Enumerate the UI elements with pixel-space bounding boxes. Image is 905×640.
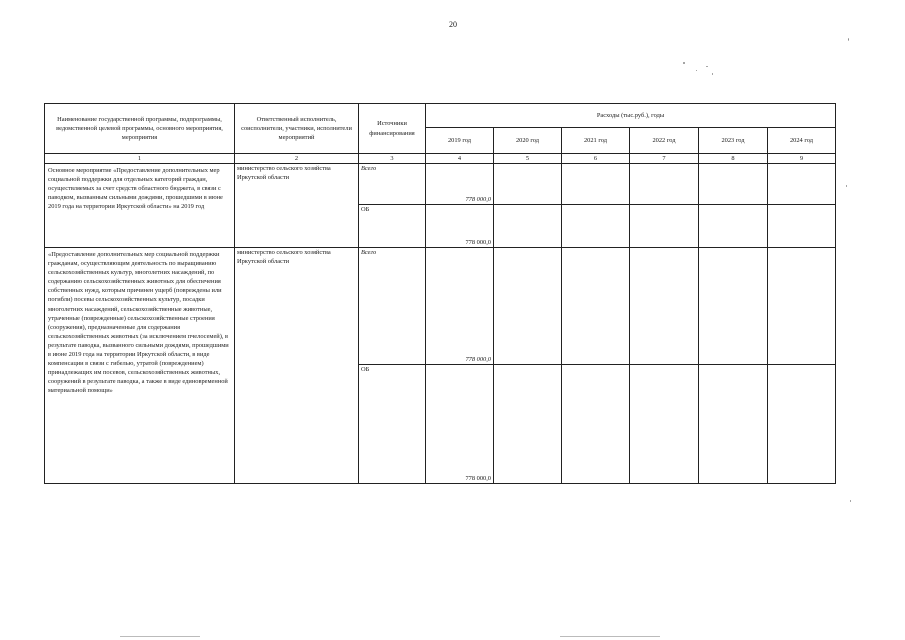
- measure-responsible: министерство сельского хозяйства Иркутской области: [235, 164, 359, 248]
- amount-2021: [562, 164, 630, 205]
- scan-speck: [712, 73, 713, 75]
- amount-2023: [699, 164, 768, 205]
- measure-responsible: министерство сельского хозяйства Иркутской области: [235, 248, 359, 484]
- column-number: 2: [235, 154, 359, 164]
- header-year-2020: 2020 год: [494, 128, 562, 154]
- column-number: 5: [494, 154, 562, 164]
- amount-2024: [768, 365, 836, 484]
- amount-2021: [562, 205, 630, 248]
- amount-2022: [630, 205, 699, 248]
- source-label: Всего: [359, 248, 426, 365]
- scan-speck: [696, 70, 697, 71]
- amount-2023: [699, 365, 768, 484]
- header-sources: Источники финансирования: [359, 104, 426, 154]
- amount-2020: [494, 164, 562, 205]
- amount-2024: [768, 164, 836, 205]
- column-number: 7: [630, 154, 699, 164]
- column-numbers-row: [45, 154, 836, 164]
- header-year-2023: 2023 год: [699, 128, 768, 154]
- source-label: ОБ: [359, 365, 426, 484]
- amount-2019: 778 000,0: [426, 365, 494, 484]
- scan-speck: [706, 66, 708, 67]
- table-row: [45, 164, 836, 205]
- header-responsible: Ответственный исполнитель, соисполнители, участники, исполнители мероприятий: [235, 104, 359, 154]
- scan-speck: [848, 38, 849, 41]
- amount-2023: [699, 205, 768, 248]
- amount-2021: [562, 248, 630, 365]
- header-year-2024: 2024 год: [768, 128, 836, 154]
- amount-2019: 778 000,0: [426, 248, 494, 365]
- amount-2020: [494, 365, 562, 484]
- amount-2022: [630, 248, 699, 365]
- column-number: 1: [45, 154, 235, 164]
- scan-speck: [683, 62, 685, 64]
- scan-speck: [850, 500, 851, 502]
- header-expenses: Расходы (тыс.руб.), годы: [426, 104, 836, 128]
- page-number: 20: [449, 20, 457, 29]
- scan-speck: [846, 185, 847, 187]
- amount-2021: [562, 365, 630, 484]
- source-label: ОБ: [359, 205, 426, 248]
- amount-2024: [768, 205, 836, 248]
- header-year-2022: 2022 год: [630, 128, 699, 154]
- amount-2024: [768, 248, 836, 365]
- measure-name: «Предоставление дополнительных мер социальной поддержки гражданам, осуществляющим деятельность по выращиванию сельскохозяйственных культур, многолетних насаждений, по содержанию сельскохозяйственных животных для обеспечения собственных нужд, которым причинен ущерб (повреждены или погибли) посевы сельскохозяйственных культур, посадки многолетних насаждений, сельскохозяйственные животные, утраченные (поврежденные) сельскохозяйственные строения (сооружения), предназначенные для содержания сельскохозяйственных животных (за исключением пчелосемей), в результате паводка, вызванного сильными дождями, прошедшими в июне 2019 года на территории Иркутской области, в виде компенсации в связи с гибелью, утратой (повреждением) принадлежащих им посевов, сельскохозяйственных животных, сооружений в результате паводка, а также в виде единовременной материальной помощи»: [45, 248, 235, 484]
- header-name: Наименование государственной программы, подпрограммы, ведомственной целевой программы, основного мероприятия, мероприятия: [45, 104, 235, 154]
- amount-2022: [630, 164, 699, 205]
- column-number: 4: [426, 154, 494, 164]
- source-label: Всего: [359, 164, 426, 205]
- expenses-table: [44, 103, 836, 484]
- column-number: 9: [768, 154, 836, 164]
- amount-2020: [494, 205, 562, 248]
- scan-line: [0, 636, 905, 637]
- table-row: [45, 248, 836, 365]
- column-number: 3: [359, 154, 426, 164]
- column-number: 8: [699, 154, 768, 164]
- header-row: [45, 104, 836, 128]
- header-year-2019: 2019 год: [426, 128, 494, 154]
- amount-2019: 778 000,0: [426, 205, 494, 248]
- column-number: 6: [562, 154, 630, 164]
- amount-2023: [699, 248, 768, 365]
- amount-2019: 778 000,0: [426, 164, 494, 205]
- amount-2022: [630, 365, 699, 484]
- measure-name: Основное мероприятие «Предоставление дополнительных мер социальной поддержки для отдельных категорий граждан, осуществляемых за счет средств областного бюджета, в связи с паводком, вызванным сильными дождями, прошедшими в июне 2019 года на территории Иркутской области» на 2019 год: [45, 164, 235, 248]
- header-year-2021: 2021 год: [562, 128, 630, 154]
- amount-2020: [494, 248, 562, 365]
